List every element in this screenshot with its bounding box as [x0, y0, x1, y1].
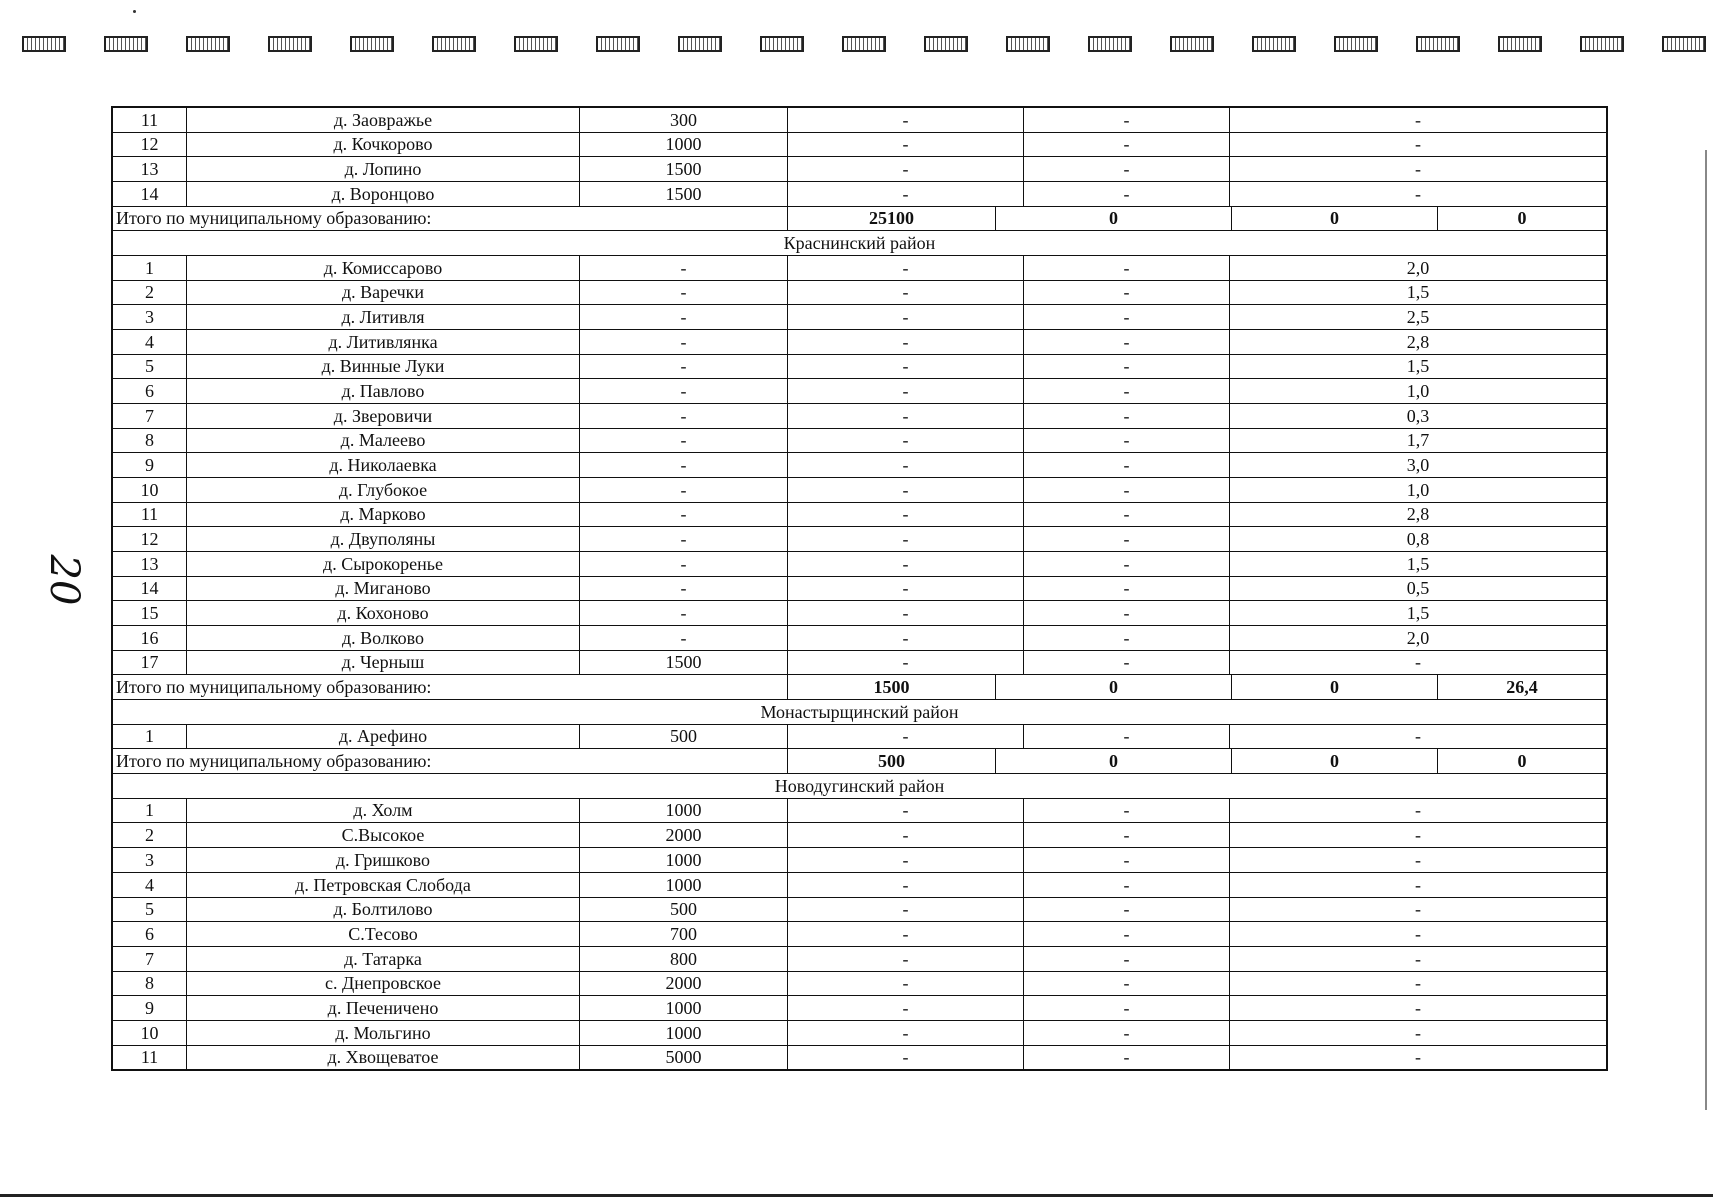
value-col-4: - — [788, 848, 1024, 872]
value-col-4: - — [788, 404, 1024, 428]
value-col-6: - — [1415, 109, 1421, 130]
row-number: 5 — [113, 898, 187, 922]
perforation-hole — [268, 36, 312, 52]
row-number: 11 — [113, 1046, 187, 1070]
value-col-4: - — [788, 453, 1024, 477]
row-number: 13 — [113, 552, 187, 576]
value-col-5: - — [1024, 355, 1230, 379]
value-col-6: 1,5 — [1406, 553, 1430, 574]
section-header-row — [113, 700, 1606, 725]
value-col-6: 3,0 — [1406, 455, 1430, 476]
row-number: 12 — [113, 133, 187, 157]
perforation-hole — [924, 36, 968, 52]
perforation-hole — [1006, 36, 1050, 52]
value-col-5: - — [1024, 799, 1230, 823]
settlement-name: д. Петровская Слобода — [187, 873, 580, 897]
value-col-5: - — [1024, 922, 1230, 946]
row-number: 8 — [113, 972, 187, 996]
value-col-6: 0,8 — [1406, 529, 1430, 550]
perforation-hole — [104, 36, 148, 52]
value-col-4: - — [788, 972, 1024, 996]
row-number: 14 — [113, 577, 187, 601]
value-col-3: 1500 — [580, 651, 788, 675]
total-row — [113, 749, 1606, 774]
table-row — [113, 922, 1606, 947]
value-col-3: 500 — [580, 898, 788, 922]
perforation-hole — [514, 36, 558, 52]
table-row — [113, 503, 1606, 528]
total-label: Итого по муниципальному образованию: — [113, 207, 788, 231]
value-col-6: - — [1415, 159, 1421, 180]
row-number: 7 — [113, 404, 187, 428]
value-col-6: - — [1415, 899, 1421, 920]
table-row — [113, 651, 1606, 676]
row-number: 9 — [113, 996, 187, 1020]
value-col-3: - — [580, 601, 788, 625]
value-col-5: - — [1024, 281, 1230, 305]
settlement-name: д. Печеничено — [187, 996, 580, 1020]
value-col-3: - — [580, 626, 788, 650]
table-row — [113, 823, 1606, 848]
value-col-3: - — [580, 355, 788, 379]
table-row — [113, 848, 1606, 873]
value-col-3: - — [580, 453, 788, 477]
total-col-5: 0 — [1232, 749, 1438, 773]
value-col-3: - — [580, 305, 788, 329]
value-col-5: - — [1024, 256, 1230, 280]
value-col-4: - — [788, 305, 1024, 329]
settlement-name: д. Зверовичи — [187, 404, 580, 428]
value-col-5: - — [1024, 157, 1230, 181]
perforation-hole — [1662, 36, 1706, 52]
value-col-4: - — [788, 898, 1024, 922]
settlement-name: д. Глубокое — [187, 478, 580, 502]
settlement-name: д. Волково — [187, 626, 580, 650]
row-number: 4 — [113, 330, 187, 354]
value-col-6: 2,0 — [1406, 627, 1430, 648]
settlement-name: д. Павлово — [187, 379, 580, 403]
total-row — [113, 675, 1606, 700]
perforation-hole — [186, 36, 230, 52]
value-col-3: 1500 — [580, 182, 788, 206]
settlement-name: д. Хвощеватое — [187, 1046, 580, 1070]
settlement-name: д. Миганово — [187, 577, 580, 601]
value-col-3: - — [580, 577, 788, 601]
perforation-hole — [1088, 36, 1132, 52]
value-col-6: 1,0 — [1406, 479, 1430, 500]
table-row — [113, 1046, 1606, 1070]
value-col-3: 700 — [580, 922, 788, 946]
row-number: 10 — [113, 1021, 187, 1045]
settlement-name: д. Арефино — [187, 725, 580, 749]
value-col-4: - — [788, 947, 1024, 971]
value-col-3: - — [580, 281, 788, 305]
value-col-4: - — [788, 379, 1024, 403]
settlement-name: д. Литивля — [187, 305, 580, 329]
table-row — [113, 898, 1606, 923]
value-col-4: - — [788, 429, 1024, 453]
row-number: 4 — [113, 873, 187, 897]
row-number: 2 — [113, 823, 187, 847]
value-col-5: - — [1024, 873, 1230, 897]
table-row — [113, 379, 1606, 404]
row-number: 1 — [113, 799, 187, 823]
value-col-4: - — [788, 1046, 1024, 1070]
total-col-4: 0 — [996, 749, 1232, 773]
table-row — [113, 626, 1606, 651]
value-col-5: - — [1024, 725, 1230, 749]
value-col-3: 300 — [580, 108, 788, 132]
section-header-row — [113, 231, 1606, 256]
total-col-4: 0 — [996, 675, 1232, 699]
perforation-hole — [842, 36, 886, 52]
row-number: 1 — [113, 725, 187, 749]
settlement-name: д. Лопино — [187, 157, 580, 181]
perforation-hole — [1170, 36, 1214, 52]
value-col-5: - — [1024, 429, 1230, 453]
perforation-hole — [1252, 36, 1296, 52]
value-col-5: - — [1024, 626, 1230, 650]
settlement-name: д. Татарка — [187, 947, 580, 971]
value-col-6: - — [1415, 849, 1421, 870]
table-row — [113, 947, 1606, 972]
total-col-6: 0 — [1517, 751, 1527, 772]
settlement-name: д. Литивлянка — [187, 330, 580, 354]
row-number: 1 — [113, 256, 187, 280]
value-col-5: - — [1024, 651, 1230, 675]
value-col-3: 2000 — [580, 823, 788, 847]
perforation-hole — [432, 36, 476, 52]
value-col-4: - — [788, 799, 1024, 823]
table-row — [113, 355, 1606, 380]
value-col-3: - — [580, 527, 788, 551]
value-col-4: - — [788, 996, 1024, 1020]
value-col-6: 2,0 — [1406, 257, 1430, 278]
table-row — [113, 725, 1606, 750]
value-col-6: - — [1415, 997, 1421, 1018]
row-number: 3 — [113, 305, 187, 329]
value-col-5: - — [1024, 453, 1230, 477]
value-col-6: - — [1415, 183, 1421, 204]
total-col-4: 0 — [996, 207, 1232, 231]
value-col-4: - — [788, 133, 1024, 157]
row-number: 10 — [113, 478, 187, 502]
value-col-3: 1000 — [580, 1021, 788, 1045]
value-col-6: 2,8 — [1406, 504, 1430, 525]
settlement-name: д. Варечки — [187, 281, 580, 305]
table-row — [113, 182, 1606, 207]
value-col-6: 1,5 — [1406, 282, 1430, 303]
value-col-4: - — [788, 355, 1024, 379]
settlement-name: д. Сырокоренье — [187, 552, 580, 576]
settlement-name: д. Черныш — [187, 651, 580, 675]
value-col-4: - — [788, 725, 1024, 749]
value-col-4: - — [788, 601, 1024, 625]
row-number: 3 — [113, 848, 187, 872]
value-col-5: - — [1024, 182, 1230, 206]
value-col-3: - — [580, 503, 788, 527]
value-col-3: - — [580, 379, 788, 403]
value-col-5: - — [1024, 133, 1230, 157]
total-col-3: 25100 — [788, 207, 996, 231]
settlement-name: д. Кочкорово — [187, 133, 580, 157]
value-col-4: - — [788, 552, 1024, 576]
value-col-4: - — [788, 281, 1024, 305]
value-col-3: 500 — [580, 725, 788, 749]
value-col-5: - — [1024, 478, 1230, 502]
row-number: 9 — [113, 453, 187, 477]
total-col-3: 1500 — [788, 675, 996, 699]
table-row — [113, 478, 1606, 503]
value-col-4: - — [788, 651, 1024, 675]
table-row — [113, 429, 1606, 454]
value-col-6: - — [1415, 948, 1421, 969]
page-edge-bottom — [0, 1194, 1713, 1197]
scan-speck — [133, 10, 136, 13]
table-row — [113, 552, 1606, 577]
page-number: 20 — [41, 554, 87, 606]
value-col-4: - — [788, 256, 1024, 280]
settlement-name: с. Днепровское — [187, 972, 580, 996]
row-number: 7 — [113, 947, 187, 971]
value-col-6: 1,0 — [1406, 381, 1430, 402]
page-edge-right — [1705, 150, 1707, 1110]
perforation-hole — [1580, 36, 1624, 52]
value-col-5: - — [1024, 601, 1230, 625]
value-col-5: - — [1024, 527, 1230, 551]
row-number: 11 — [113, 108, 187, 132]
section-header-row — [113, 774, 1606, 799]
settlement-name: д. Воронцово — [187, 182, 580, 206]
settlement-name: д. Винные Луки — [187, 355, 580, 379]
value-col-4: - — [788, 182, 1024, 206]
perforation-hole — [1498, 36, 1542, 52]
value-col-3: 1000 — [580, 133, 788, 157]
value-col-4: - — [788, 157, 1024, 181]
row-number: 6 — [113, 922, 187, 946]
total-label: Итого по муниципальному образованию: — [113, 675, 788, 699]
value-col-5: - — [1024, 404, 1230, 428]
row-number: 15 — [113, 601, 187, 625]
value-col-4: - — [788, 873, 1024, 897]
table-row — [113, 873, 1606, 898]
value-col-4: - — [788, 1021, 1024, 1045]
total-col-6: 26,4 — [1506, 677, 1538, 698]
value-col-4: - — [788, 922, 1024, 946]
table-row — [113, 577, 1606, 602]
total-col-5: 0 — [1232, 675, 1438, 699]
perforation-hole — [596, 36, 640, 52]
table-row — [113, 1021, 1606, 1046]
value-col-6: 2,8 — [1406, 331, 1430, 352]
value-col-3: 1000 — [580, 996, 788, 1020]
table-row — [113, 256, 1606, 281]
row-number: 12 — [113, 527, 187, 551]
value-col-6: - — [1415, 1022, 1421, 1043]
perforation-hole — [1334, 36, 1378, 52]
value-col-3: 2000 — [580, 972, 788, 996]
settlement-name: д. Холм — [187, 799, 580, 823]
settlement-name: д. Заовражье — [187, 108, 580, 132]
total-col-6: 0 — [1517, 208, 1527, 229]
table-row — [113, 799, 1606, 824]
settlement-name: д. Малеево — [187, 429, 580, 453]
value-col-5: - — [1024, 972, 1230, 996]
value-col-4: - — [788, 577, 1024, 601]
perforation-hole — [350, 36, 394, 52]
row-number: 8 — [113, 429, 187, 453]
row-number: 17 — [113, 651, 187, 675]
settlement-name: д. Гришково — [187, 848, 580, 872]
settlement-name: д. Кохоново — [187, 601, 580, 625]
value-col-3: - — [580, 404, 788, 428]
settlement-name: д. Болтилово — [187, 898, 580, 922]
value-col-3: - — [580, 256, 788, 280]
row-number: 11 — [113, 503, 187, 527]
value-col-5: - — [1024, 1046, 1230, 1070]
total-label: Итого по муниципальному образованию: — [113, 749, 788, 773]
value-col-6: 1,5 — [1406, 356, 1430, 377]
value-col-5: - — [1024, 996, 1230, 1020]
value-col-5: - — [1024, 330, 1230, 354]
value-col-3: - — [580, 330, 788, 354]
district-title: Новодугинский район — [774, 775, 945, 796]
value-col-5: - — [1024, 848, 1230, 872]
row-number: 16 — [113, 626, 187, 650]
data-table — [111, 106, 1608, 1071]
value-col-5: - — [1024, 379, 1230, 403]
table-row — [113, 404, 1606, 429]
total-col-5: 0 — [1232, 207, 1438, 231]
value-col-3: 1000 — [580, 799, 788, 823]
table-row — [113, 305, 1606, 330]
value-col-3: 1000 — [580, 873, 788, 897]
perforation-hole — [678, 36, 722, 52]
settlement-name: С.Высокое — [187, 823, 580, 847]
value-col-3: - — [580, 478, 788, 502]
settlement-name: д. Марково — [187, 503, 580, 527]
value-col-6: 2,5 — [1406, 307, 1430, 328]
settlement-name: д. Двуполяны — [187, 527, 580, 551]
table-row — [113, 281, 1606, 306]
settlement-name: д. Николаевка — [187, 453, 580, 477]
table-row — [113, 453, 1606, 478]
district-title: Краснинский район — [783, 233, 936, 254]
value-col-5: - — [1024, 823, 1230, 847]
value-col-5: - — [1024, 947, 1230, 971]
table-row — [113, 601, 1606, 626]
settlement-name: С.Тесово — [187, 922, 580, 946]
table-row — [113, 108, 1606, 133]
row-number: 2 — [113, 281, 187, 305]
perforation-hole — [760, 36, 804, 52]
value-col-5: - — [1024, 108, 1230, 132]
value-col-4: - — [788, 503, 1024, 527]
value-col-5: - — [1024, 898, 1230, 922]
value-col-4: - — [788, 527, 1024, 551]
total-col-3: 500 — [788, 749, 996, 773]
table-row — [113, 996, 1606, 1021]
row-number: 13 — [113, 157, 187, 181]
total-row — [113, 207, 1606, 232]
value-col-6: 0,3 — [1406, 405, 1430, 426]
value-col-6: - — [1415, 874, 1421, 895]
value-col-4: - — [788, 626, 1024, 650]
value-col-6: - — [1415, 800, 1421, 821]
value-col-3: 1000 — [580, 848, 788, 872]
value-col-5: - — [1024, 503, 1230, 527]
row-number: 5 — [113, 355, 187, 379]
settlement-name: д. Мольгино — [187, 1021, 580, 1045]
value-col-6: 1,7 — [1406, 430, 1430, 451]
value-col-6: - — [1415, 1047, 1421, 1068]
perforation-strip — [22, 36, 1702, 58]
value-col-3: - — [580, 552, 788, 576]
value-col-6: - — [1415, 652, 1421, 673]
table-row — [113, 972, 1606, 997]
perforation-hole — [22, 36, 66, 52]
value-col-4: - — [788, 330, 1024, 354]
value-col-6: - — [1415, 973, 1421, 994]
value-col-6: - — [1415, 726, 1421, 747]
perforation-hole — [1416, 36, 1460, 52]
table-row — [113, 527, 1606, 552]
value-col-3: - — [580, 429, 788, 453]
settlement-name: д. Комиссарово — [187, 256, 580, 280]
value-col-3: 5000 — [580, 1046, 788, 1070]
value-col-6: - — [1415, 923, 1421, 944]
table-row — [113, 133, 1606, 158]
value-col-6: 0,5 — [1406, 578, 1430, 599]
row-number: 6 — [113, 379, 187, 403]
value-col-3: 1500 — [580, 157, 788, 181]
value-col-5: - — [1024, 552, 1230, 576]
table-row — [113, 330, 1606, 355]
value-col-5: - — [1024, 305, 1230, 329]
value-col-6: - — [1415, 825, 1421, 846]
table-row — [113, 157, 1606, 182]
row-number: 14 — [113, 182, 187, 206]
district-title: Монастырщинский район — [760, 701, 959, 722]
value-col-6: 1,5 — [1406, 603, 1430, 624]
value-col-4: - — [788, 478, 1024, 502]
value-col-4: - — [788, 823, 1024, 847]
value-col-3: 800 — [580, 947, 788, 971]
value-col-4: - — [788, 108, 1024, 132]
value-col-5: - — [1024, 1021, 1230, 1045]
value-col-5: - — [1024, 577, 1230, 601]
value-col-6: - — [1415, 134, 1421, 155]
